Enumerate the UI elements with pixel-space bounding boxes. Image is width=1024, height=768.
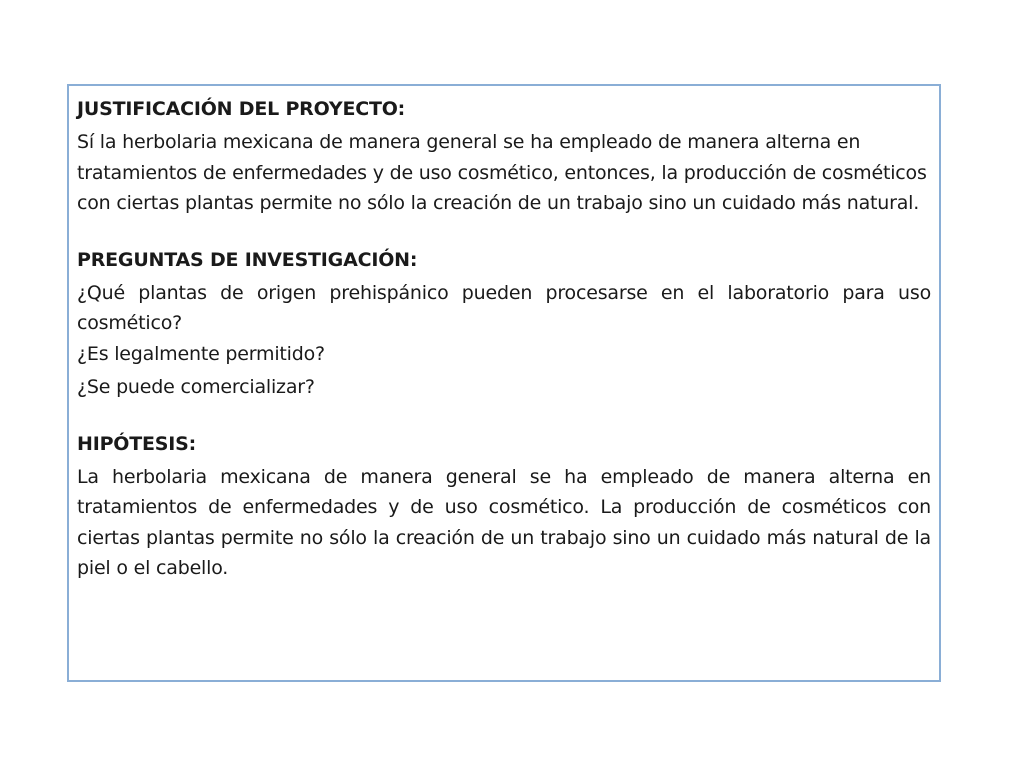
preguntas-heading: PREGUNTAS DE INVESTIGACIÓN: bbox=[77, 248, 418, 271]
pregunta-2: ¿Es legalmente permitido? bbox=[77, 342, 325, 365]
pregunta-3: ¿Se puede comercializar? bbox=[77, 375, 315, 398]
hipotesis-heading: HIPÓTESIS: bbox=[77, 432, 197, 455]
spacer bbox=[77, 219, 931, 245]
pregunta-1: ¿Qué plantas de origen prehispánico pueden procesarse en el laboratorio para uso cosmético? bbox=[77, 281, 931, 334]
content-box bbox=[67, 84, 941, 682]
justificacion-text: Sí la herbolaria mexicana de manera general se ha empleado de manera alterna en tratamientos de enfermedades y de uso cosmético, entonces, la producción de cosméticos con ciertas plantas permite no sólo la creación de un trabajo sino un cuidado más natural. bbox=[77, 131, 927, 214]
justificacion-heading: JUSTIFICACIÓN DEL PROYECTO: bbox=[77, 98, 406, 120]
hipotesis-text: La herbolaria mexicana de manera general se ha empleado de manera alterna en tratamientos de enfermedades y de uso cosmético. La producción de cosméticos con ciertas plantas permite no sólo la creación de un trabajo sino un cuidado más natural de la piel o el cabello. bbox=[77, 465, 931, 579]
spacer bbox=[77, 405, 931, 429]
